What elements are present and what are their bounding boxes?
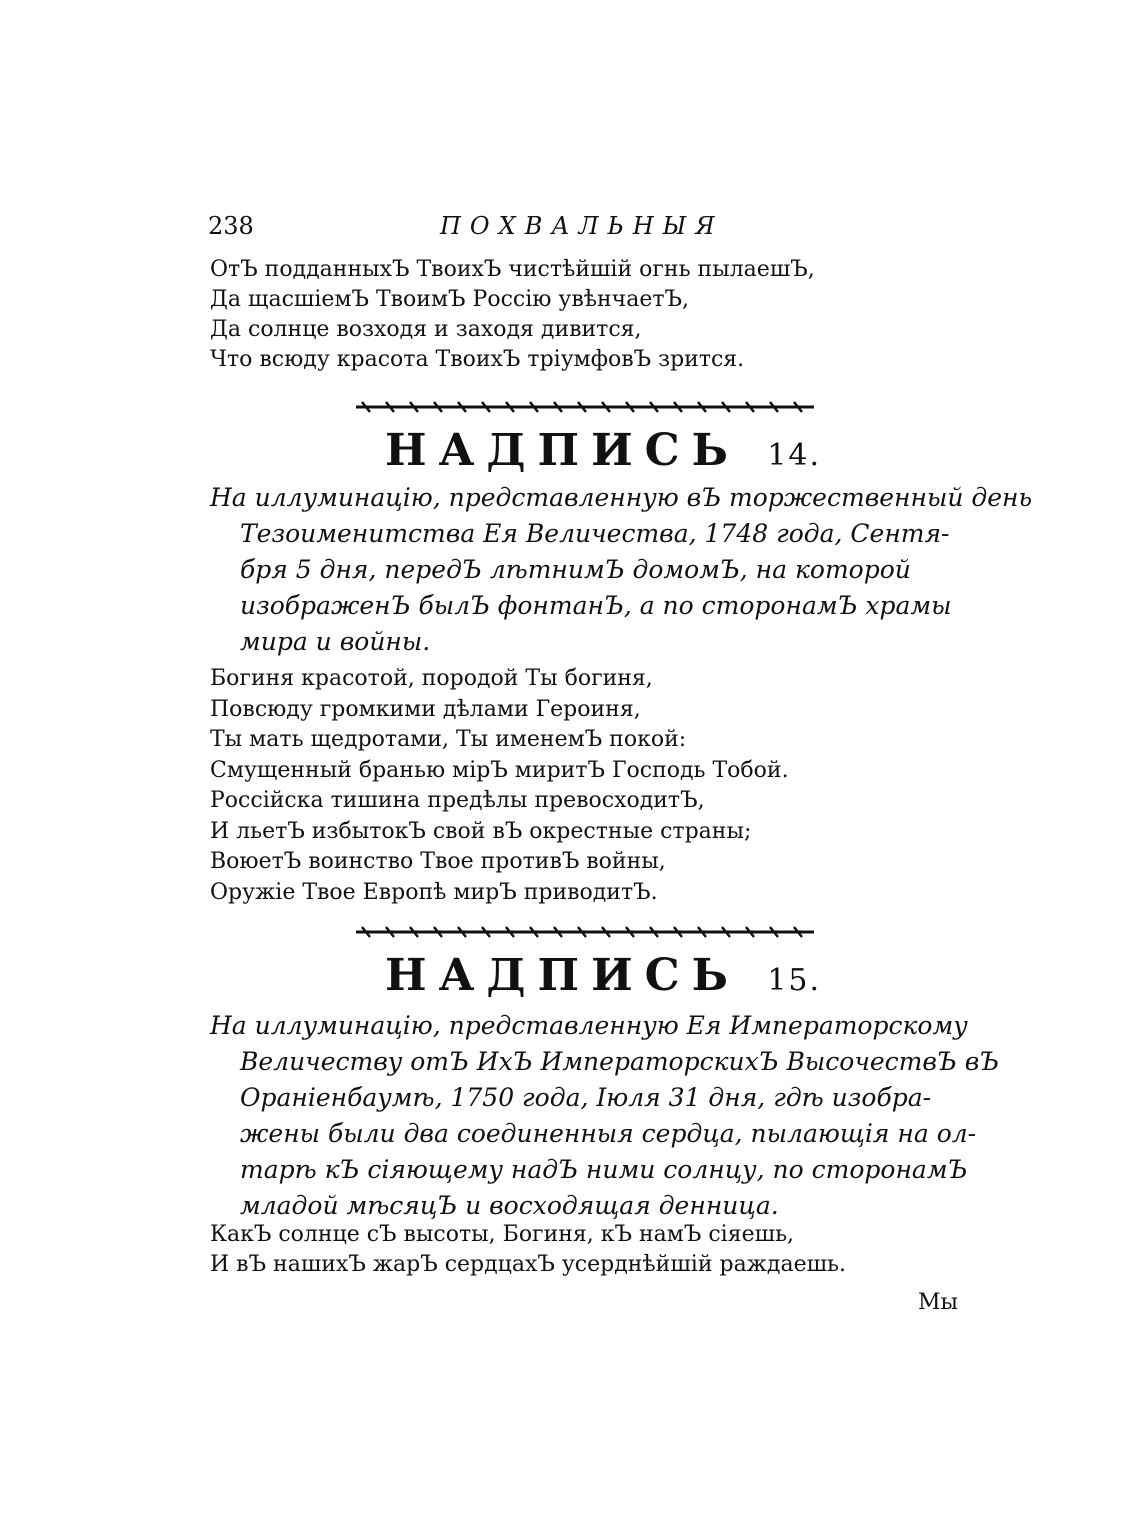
verse-line: КакЪ солнце сЪ высоты, Богиня, кЪ намЪ сіяешь, [210,1222,795,1247]
verse-14 [210,664,789,908]
verse-line: Россійска тишина предѣлы превосходитЪ, [210,788,705,813]
verse-line: ВоюетЪ воинство Твое противЪ войны, [210,849,666,874]
verse-line: Оружіе Твое Европѣ мирЪ приводитЪ. [210,879,658,905]
description-line: младой мѣсяцЪ и восходящая денница. [240,1191,779,1220]
description-line: Ораніенбаумѣ, 1750 года, Іюля 31 дня, гдѣ изобра- [240,1083,932,1112]
section-heading-14 [385,425,821,476]
verse-line: И вЪ нашихЪ жарЪ сердцахЪ усерднѣйшій раждаешь. [210,1252,847,1277]
section-description-14 [210,480,1033,660]
running-title: ПОХВАЛЬНЫЯ [440,212,724,240]
heading-text: НАДПИСЬ [385,950,740,1001]
ornament-divider [352,925,818,939]
verse-line: Повсюду громкими дѣлами Героиня, [210,696,641,722]
description-line: мира и войны. [240,627,431,656]
ornament-divider [352,400,818,414]
section-heading-15 [385,950,821,1001]
description-line: жены были два соединенныя сердца, пылающія на ол- [240,1119,977,1148]
verse-line: ОтЪ подданныхЪ ТвоихЪ чистѣйшій огнь пылаешЪ, [210,257,815,282]
verse-line: Да солнце возходя и заходя дивится, [210,317,642,342]
page-number: 238 [208,212,254,240]
description-line [210,480,1033,516]
description-line: тарѣ кЪ сіяющему надЪ ними солнцу, по сторонамЪ [240,1155,968,1184]
description-line: Величеству отЪ ИхЪ ИмператорскихЪ ВысочествЪ вЪ [240,1047,1000,1076]
description-line: Тезоименитства Ея Величества, 1748 года, Сентя- [240,519,950,548]
verse-line: Ты мать щедротами, Ты именемЪ покой: [210,727,687,752]
description-line: На иллуминацію, представленную Ея Императорскому [210,1011,968,1040]
description-line: бря 5 дня, передЪ лѣтнимЪ домомЪ, на которой [240,555,911,584]
catchword: Мы [918,1290,959,1315]
description-line: изображенЪ былЪ фонтанЪ, а по сторонамЪ храмы [240,591,952,620]
heading-number: 15. [767,963,822,998]
heading-number: 14. [767,438,822,473]
verse-line: Смущенный бранью мірЪ миритЪ Господь Тобой. [210,757,789,783]
verse-15 [210,1220,846,1280]
verse-line: Что всюду красота ТвоихЪ тріумфовЪ зрится. [210,347,745,372]
section-description-15 [210,1008,1000,1224]
verse-line: Да щасшіемЪ ТвоимЪ Россію увѣнчаетЪ, [210,287,689,312]
verse-line: И льетЪ избытокЪ свой вЪ окрестные страны; [210,818,752,844]
heading-text: НАДПИСЬ [385,425,740,476]
verse-top [210,255,815,375]
description-line-text: На иллуминацію, представленную вЪ торжественный день [210,483,1033,512]
verse-line: Богиня красотой, породой Ты богиня, [210,666,653,691]
